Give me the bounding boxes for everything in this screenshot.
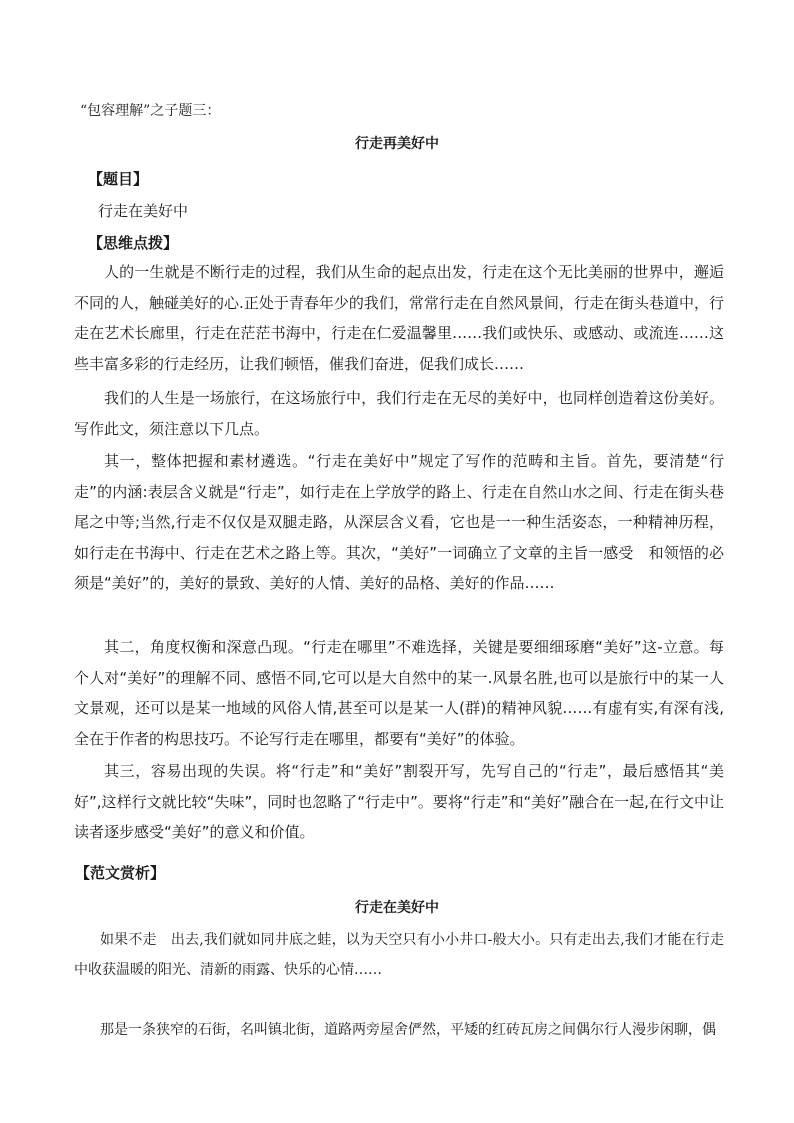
heading-thinking-guide: 【思维点拨】	[88, 234, 179, 252]
topic-text: 行走在美好中	[98, 202, 189, 220]
paragraph-4: 其二，角度权衡和深意凸现。“行走在哪里”不难选择，关键是要细细琢磨“美好”这-立意。每个人对“美好”的理解不同、感悟不同,它可以是大自然中的某一.风景名胜,也可以是旅行中的某一人文景观，还可以是某一地域的风俗人情,甚至可以是某一人(群)的精神风貌……有虚有实,有深有浅,全在于作者的构思技巧。不论写行走在哪里，都要有“美好”的体验。	[74, 638, 724, 748]
model-essay-paragraph-2: 那是一条狭窄的石街，名叫镇北街，道路两旁屋舍俨然，平矮的红砖瓦房之间偶尔行人漫步闲聊，偶	[100, 1022, 716, 1038]
paragraph-5: 其三，容易出现的失误。将“行走”和“美好”割裂开写，先写自己的“行走”，最后感悟其“美好”,这样行文就比较“失味”，同时也忽略了“行走中”。要将“行走”和“美好”融合在一起,在行文中让读者逐步感受“美好”的意义和价值。	[74, 762, 724, 841]
paragraph-3: 其一，整体把握和素材遴选。“行走在美好中”规定了写作的范畴和主旨。首先，要清楚“行走”的内涵:表层含义就是“行走”，如行走在上学放学的路上、行走在自然山水之间、行走在街头巷尾之中等;当然,行走不仅仅是双腿走路，从深层含义看，它也是一一种生活姿态，一种精神历程，如行走在书海中、行走在艺术之路上等。其次，“美好”一词确立了文章的主旨一感受 和领悟的必须是“美好”的，美好的景致、美好的人情、美好的品格、美好的作品……	[74, 452, 724, 592]
paragraph-2: 我们的人生是一场旅行，在这场旅行中，我们行走在无尽的美好中，也同样创造着这份美好。写作此文，须注意以下几点。	[74, 389, 724, 438]
model-essay-title: 行走在美好中	[355, 900, 439, 916]
heading-topic: 【题目】	[88, 170, 149, 188]
model-essay-paragraph-1: 如果不走 出去,我们就如同井底之蛙，以为天空只有小小井口-般大小。只有走出去,我们才能在行走中收获温暖的阳光、清新的雨露、快乐的心情……	[74, 932, 724, 978]
heading-model-essay: 【范文赏析】	[75, 864, 166, 882]
essay-title-main: 行走再美好中	[355, 136, 439, 152]
intro-line: “包容理解”之子题三：	[80, 103, 221, 119]
paragraph-1: 人的一生就是不断行走的过程，我们从生命的起点出发，行走在这个无比美丽的世界中，邂逅不同的人，触碰美好的心.正处于青春年少的我们，常常行走在自然风景间，行走在街头巷道中，行走在艺术长廊里，行走在茫茫书海中，行走在仁爱温馨里……我们或快乐、或感动、或流连……这些丰富多彩的行走经历，让我们顿悟，催我们奋进，促我们成长……	[74, 263, 724, 373]
